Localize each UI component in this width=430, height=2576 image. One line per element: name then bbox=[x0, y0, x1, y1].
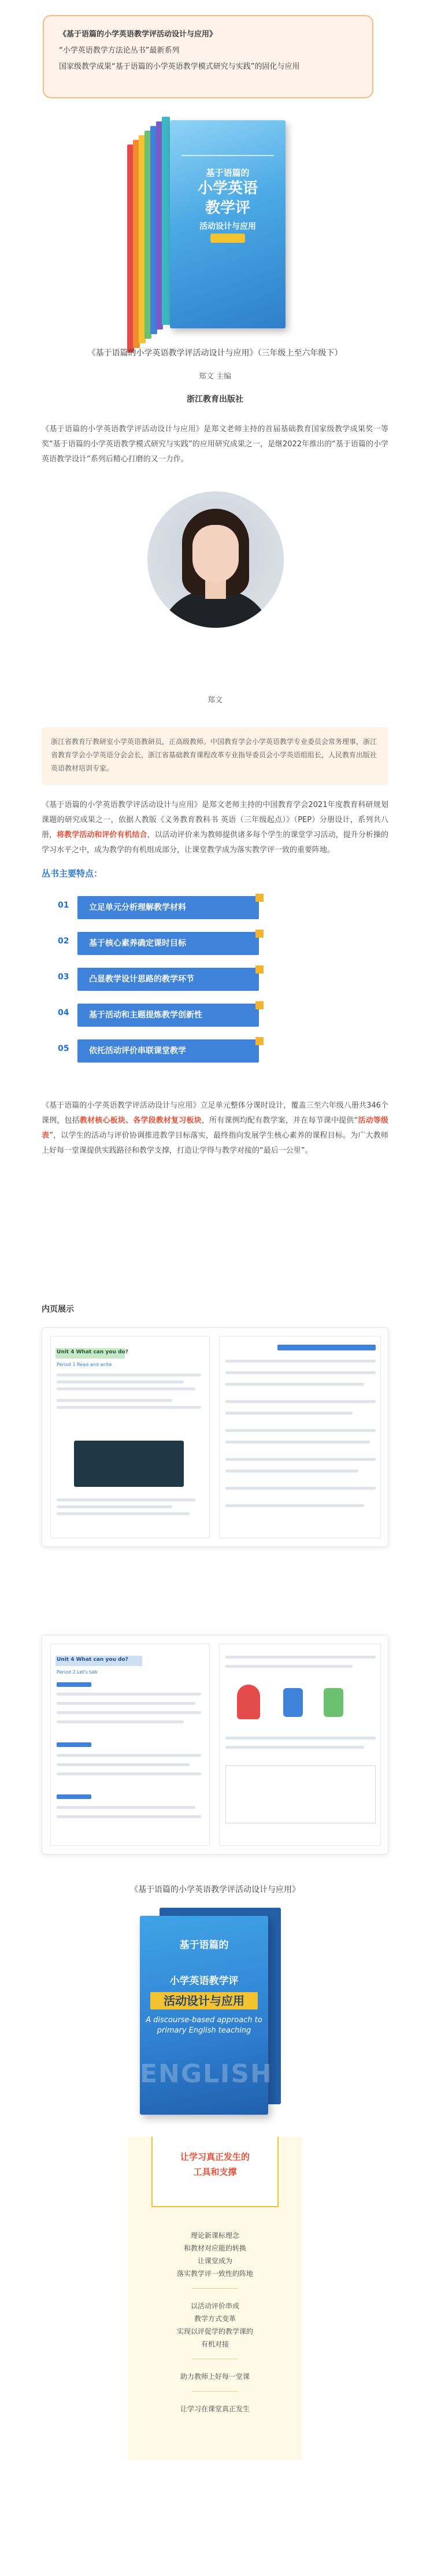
sample-text-line bbox=[57, 1374, 201, 1376]
author-photo bbox=[147, 491, 284, 628]
point-text: 有机对接 bbox=[201, 2340, 229, 2348]
feature-corner bbox=[255, 930, 264, 938]
sample-text-line bbox=[57, 1399, 172, 1402]
closing-caption: 《基于语篇的小学英语教学评活动设计与应用》 bbox=[130, 1885, 300, 1894]
sample-lesson-title: Period 1 Read and write bbox=[57, 1362, 112, 1367]
cover-title-a: 小学英语 bbox=[197, 180, 258, 197]
features-heading: 丛书主要特点： bbox=[42, 868, 103, 879]
summary-paragraph bbox=[42, 1098, 388, 1159]
sample-unit-title: Unit 4 What can you do? bbox=[57, 1657, 128, 1663]
sample-text-line bbox=[225, 1656, 376, 1659]
closing-cover-en: A discourse-based approach to primary English teaching bbox=[146, 2016, 262, 2035]
sample-illustration bbox=[237, 1685, 260, 1719]
summary-box-heading bbox=[151, 2137, 279, 2207]
sample-section-label bbox=[57, 1682, 91, 1687]
sample-lesson-title: Period 2 Let's talk bbox=[57, 1670, 98, 1675]
author-bio: 浙江省教育厅教研室小学英语教研员，正高级教师。中国教育学会小学英语教学专业委员会常务理事，浙江省教育学会小学英语分会会长，浙江省基础教育课程改革专业指导委员会小学英语组组长，人民教育出版社英语教材培训专家。 bbox=[42, 727, 388, 785]
sample-text-line bbox=[57, 1754, 201, 1757]
cover-brand: 基于语篇的 bbox=[206, 168, 250, 178]
intro-info-box bbox=[43, 15, 373, 98]
book-front bbox=[140, 1916, 273, 2115]
divider bbox=[192, 2288, 238, 2289]
closing-book-cover bbox=[140, 1908, 288, 2116]
point-text: 以活动评价串成 bbox=[190, 2302, 239, 2310]
detail-highlight: 将教学活动和评价有机结合 bbox=[57, 831, 147, 839]
sample-text-line bbox=[225, 1487, 376, 1490]
award-line: 国家级教学成果“基于语篇的小学英语教学模式研究与实践”的固化与应用 bbox=[59, 62, 300, 71]
closing-cover-title: 小学英语教学评 bbox=[169, 1975, 239, 1987]
sample-left-page bbox=[50, 1336, 210, 1538]
book-cover-front bbox=[170, 120, 286, 328]
sample-page-2 bbox=[42, 1635, 388, 1855]
feature-item bbox=[58, 965, 358, 993]
cover-grade-tag bbox=[210, 234, 245, 243]
intro-paragraph: 《基于语篇的小学英语教学评活动设计与应用》是郑文老师主持的首届基础教育国家级教学成果奖一等奖“基于语篇的小学英语教学模式研究与实践”的应用研究成果之一，是继2022年推出的“基于语篇的小学英语教学设计”系列后精心打磨的又一力作。 bbox=[42, 425, 388, 464]
book-series-title: 《基于语篇的小学英语教学评活动设计与应用》 bbox=[59, 30, 217, 39]
book-set-image bbox=[127, 110, 301, 335]
feature-number: 04 bbox=[58, 1008, 69, 1017]
summary-text-a: 《基于语篇的小学英语教学评活动设计与应用》立足单元整体分课时设计，覆盖三至六年级八册共346个课例，包括 bbox=[42, 1101, 388, 1125]
book-spine bbox=[162, 117, 170, 325]
book-publisher: 浙江教育出版社 bbox=[187, 395, 243, 404]
feature-number: 03 bbox=[58, 972, 69, 982]
cover-title-b: 教学评 bbox=[205, 199, 250, 217]
feature-corner bbox=[255, 1001, 264, 1009]
sample-section-label bbox=[57, 1794, 91, 1799]
feature-number: 05 bbox=[58, 1044, 69, 1053]
sample-text-line bbox=[57, 1406, 201, 1409]
sample-text-line bbox=[225, 1737, 376, 1739]
feature-item bbox=[58, 894, 358, 921]
detail-paragraph bbox=[42, 798, 388, 858]
summary-box bbox=[128, 2137, 302, 2460]
feature-corner bbox=[255, 1037, 264, 1045]
feature-label: 依托活动评价串联课堂教学 bbox=[77, 1039, 259, 1063]
summary-text-b: ，所有课例均配有教学案，并在每节课中提供“ bbox=[201, 1116, 358, 1125]
point-text: 让学习在课堂真正发生 bbox=[180, 2405, 250, 2413]
closing-cover-watermark: ENGLISH bbox=[140, 2059, 273, 2089]
sample-text-line bbox=[57, 1498, 195, 1501]
sample-text-line bbox=[57, 1806, 195, 1809]
sample-text-line bbox=[57, 1693, 201, 1696]
point-text: 和教材对应能的转换 bbox=[183, 2244, 246, 2252]
sample-right-page bbox=[219, 1644, 381, 1846]
sample-text-line bbox=[225, 1371, 376, 1374]
sample-text-line bbox=[225, 1400, 376, 1403]
feature-item bbox=[58, 930, 358, 957]
sample-text-line bbox=[57, 1763, 190, 1766]
feature-label: 基于核心素养确定课时目标 bbox=[77, 932, 259, 955]
author-name: 郑文 bbox=[207, 696, 223, 705]
author-photo-face bbox=[192, 525, 239, 583]
summary-highlight-2: 活动等级表 bbox=[42, 1116, 388, 1140]
samples-title: 内页展示 bbox=[42, 1305, 74, 1314]
sample-text-line bbox=[225, 1429, 376, 1432]
feature-label: 立足单元分析理解教学材料 bbox=[77, 896, 259, 919]
feature-corner bbox=[255, 894, 264, 902]
feature-number: 02 bbox=[58, 937, 69, 946]
sample-text-line bbox=[225, 1665, 353, 1668]
sample-right-page bbox=[219, 1336, 381, 1538]
sample-text-line bbox=[57, 1720, 184, 1723]
sample-text-line bbox=[225, 1470, 358, 1472]
sample-illustration bbox=[283, 1688, 303, 1717]
sample-unit-title: Unit 4 What can you do? bbox=[57, 1349, 128, 1355]
sample-text-line bbox=[57, 1512, 190, 1515]
book-editor: 郑文 主编 bbox=[198, 372, 232, 381]
sample-text-line bbox=[57, 1711, 201, 1714]
feature-number: 01 bbox=[58, 901, 69, 910]
summary-text-c: ”，以学生的活动与评价协调推进教学目标落实，最终指向发展学生核心素养的课程目标。为广大教师上好每一堂课提供实践路径和教学支撑，打造让学得与教学对接的“最后一公里”。 bbox=[42, 1131, 388, 1155]
sample-text-line bbox=[225, 1746, 364, 1749]
detail-text-b: ，以活动评价来为教师提供诸多每个学生的课堂学习活动，提升分析操的学习水平之中，成为教学的有机组成部分，让课堂教学成为落实教学评一致的重要阵地。 bbox=[42, 831, 388, 854]
sample-text-line bbox=[57, 1505, 172, 1508]
point-text: 实现以评促学的教学课的 bbox=[176, 2327, 253, 2336]
feature-item bbox=[58, 1037, 358, 1065]
sample-text-line bbox=[225, 1441, 370, 1444]
feature-corner bbox=[255, 965, 264, 974]
point-text: 助力教师上好每一堂课 bbox=[180, 2373, 250, 2381]
divider bbox=[192, 2391, 238, 2392]
sample-text-line bbox=[225, 1383, 364, 1386]
sample-text-line bbox=[225, 1458, 376, 1461]
sample-text-line bbox=[57, 1387, 195, 1390]
sample-text-line bbox=[57, 1772, 201, 1775]
series-line: “小学英语教学方法论丛书”最新系列 bbox=[59, 46, 180, 55]
tag-line-2: 工具和支撑 bbox=[193, 2167, 237, 2177]
feature-item bbox=[58, 1001, 358, 1029]
sample-illustration bbox=[324, 1688, 343, 1717]
book-caption: 《基于语篇的小学英语教学评活动设计与应用》（三年级上至六年级下） bbox=[87, 349, 343, 358]
sample-section-label bbox=[57, 1742, 91, 1747]
summary-highlight: 教材核心板块、各学段教材复习板块 bbox=[79, 1116, 202, 1125]
sample-text-line bbox=[57, 1380, 184, 1383]
feature-label: 凸显教学设计思路的教学环节 bbox=[77, 968, 259, 991]
point-text: 理论新课标理念 bbox=[190, 2231, 239, 2240]
tag-line-1: 让学习真正发生的 bbox=[180, 2152, 250, 2162]
sample-text-line bbox=[225, 1504, 364, 1507]
cover-divider bbox=[181, 155, 274, 156]
cover-subtitle: 活动设计与应用 bbox=[199, 222, 256, 231]
detail-text-a: 《基于语篇的小学英语教学评活动设计与应用》是郑文老师主持的中国教育学会2021年度教育科研规划课题的研究成果之一，依据人教版《义务教育教科书 英语（三年级起点）》（PEP）分册设计，系列共八册， bbox=[42, 801, 388, 839]
point-text: 让课堂成为 bbox=[197, 2257, 232, 2265]
closing-cover-sub: 活动设计与应用 bbox=[150, 1992, 258, 2009]
sample-screenshot bbox=[74, 1441, 184, 1487]
point-text: 落实教学评一致性的阵地 bbox=[176, 2270, 253, 2278]
sample-page-1 bbox=[42, 1327, 388, 1547]
point-text: 教学方式变革 bbox=[194, 2315, 236, 2323]
sample-text-line bbox=[57, 1702, 195, 1705]
sample-text-line bbox=[225, 1360, 376, 1363]
sample-draw-box bbox=[225, 1766, 376, 1823]
feature-label: 基于活动和主题提炼教学创新性 bbox=[77, 1004, 259, 1027]
sample-text-line bbox=[57, 1815, 201, 1818]
sample-left-page bbox=[50, 1644, 210, 1846]
sample-table-header bbox=[277, 1345, 376, 1350]
closing-cover-brand: 基于语篇的 bbox=[179, 1940, 229, 1951]
sample-text-line bbox=[225, 1412, 353, 1415]
